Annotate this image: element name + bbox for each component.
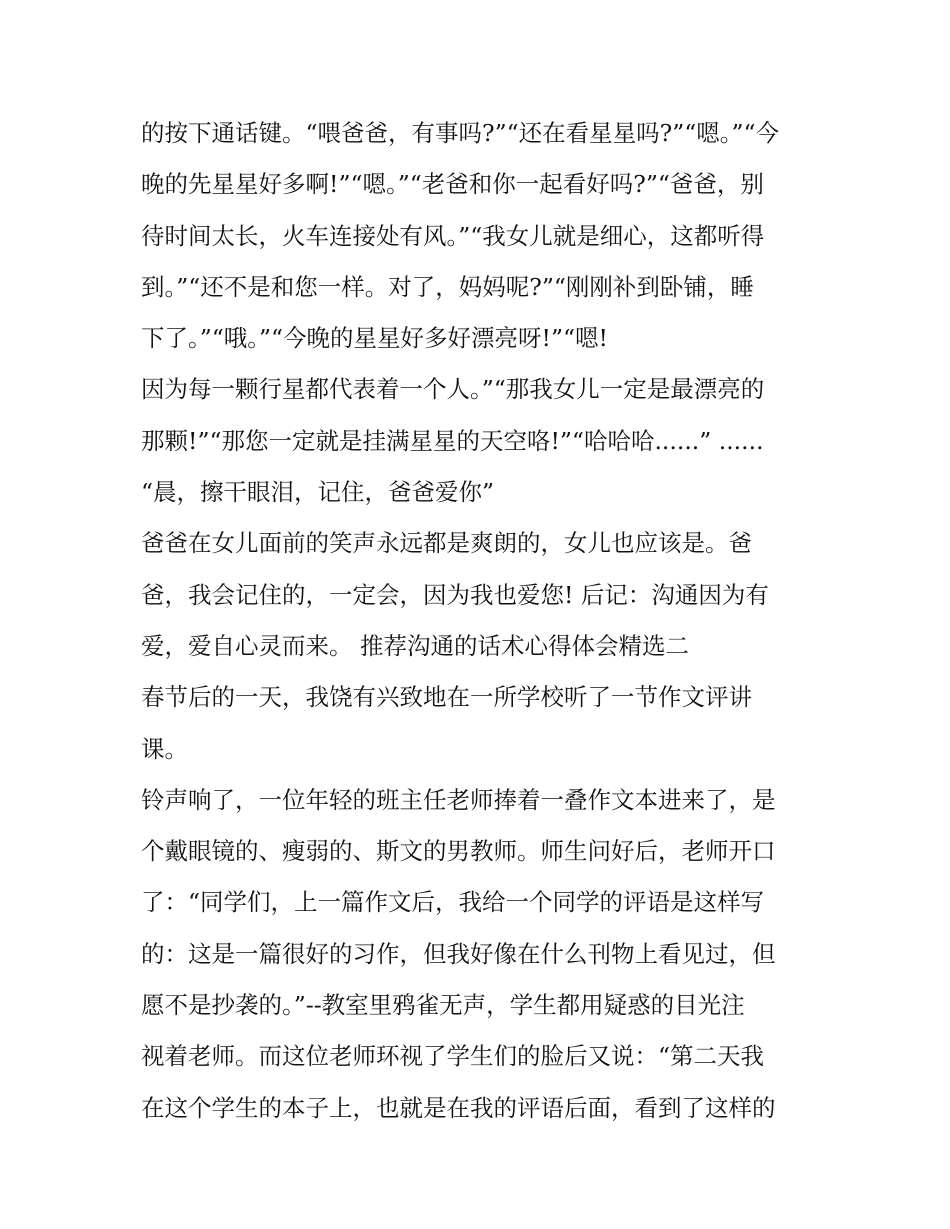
text-line: 下了。”“哦。”“今晚的星星好多好漂亮呀!”“嗯!: [141, 324, 608, 353]
text-line: 爸爸在女儿面前的笑声永远都是爽朗的，女儿也应该是。爸: [141, 529, 752, 558]
text-line: 到。”“还不是和您一样。对了，妈妈呢?”“刚刚补到卧铺，睡: [141, 272, 754, 301]
text-line: 了：“同学们，上一篇作文后，我给一个同学的评语是这样写: [141, 888, 765, 917]
text-line: 课。: [141, 734, 188, 763]
text-line: 爸，我会记住的，一定会，因为我也爱您! 后记：沟通因为有: [141, 580, 769, 609]
text-line: 春节后的一天，我饶有兴致地在一所学校听了一节作文评讲: [141, 683, 752, 712]
document-text: [141, 108, 821, 1134]
text-line: 在这个学生的本子上，也就是在我的评语后面，看到了这样的: [141, 1093, 776, 1122]
text-line: 那颗!”“那您一定就是挂满星星的天空咯!”“哈哈哈......” ......: [141, 426, 764, 455]
text-line: 待时间太长，火车连接处有风。”“我女儿就是细心，这都听得: [141, 221, 765, 250]
text-line: 因为每一颗行星都代表着一个人。”“那我女儿一定是最漂亮的: [141, 375, 765, 404]
text-line: 视着老师。而这位老师环视了学生们的脸后又说：“第二天我: [141, 1042, 765, 1071]
text-line: “晨，擦干眼泪，记住，爸爸爱你”: [141, 478, 495, 507]
text-line: 晚的先星星好多啊!”“嗯。”“老爸和你一起看好吗?”“爸爸，别: [141, 170, 764, 199]
text-line: 爱，爱自心灵而来。 推荐沟通的话术心得体会精选二: [141, 631, 689, 660]
text-line: 个戴眼镜的、瘦弱的、斯文的男教师。师生问好后，老师开口: [141, 837, 776, 866]
text-line: 的：这是一篇很好的习作，但我好像在什么刊物上看见过，但: [141, 939, 776, 968]
text-line: 的按下通话键。“喂爸爸，有事吗?”“还在看星星吗?”“嗯。”“今: [141, 119, 780, 147]
text-line: 愿不是抄袭的。”--教室里鸦雀无声，学生都用疑惑的目光注: [141, 991, 745, 1020]
text-line: 铃声响了，一位年轻的班主任老师捧着一叠作文本进来了，是: [141, 785, 776, 814]
